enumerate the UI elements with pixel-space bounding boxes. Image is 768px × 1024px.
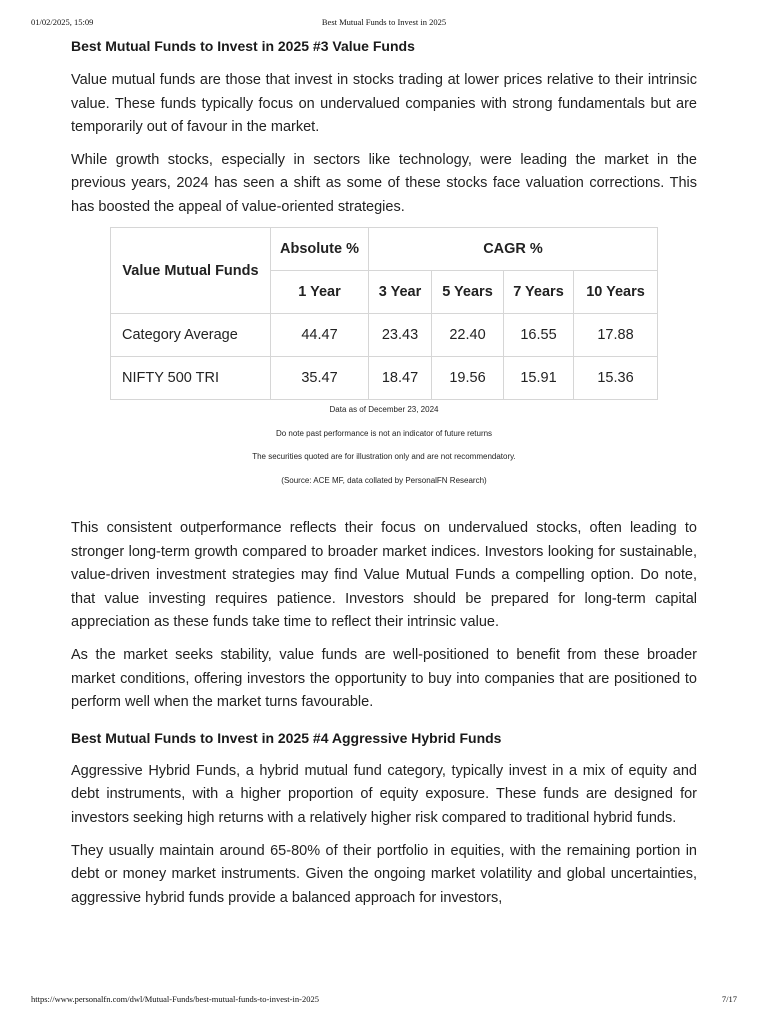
print-page-title: Best Mutual Funds to Invest in 2025 [321, 17, 447, 27]
print-footer [0, 994, 768, 1006]
table-cell: 19.56 [432, 357, 504, 400]
section-4-heading: Best Mutual Funds to Invest in 2025 #4 Aggressive Hybrid Funds [71, 729, 502, 746]
print-header [0, 17, 768, 29]
table-cell: 17.88 [574, 314, 658, 357]
section-4-paragraph-1: Aggressive Hybrid Funds, a hybrid mutual fund category, typically invest in a mix of equity and debt instruments, with a higher proportion of equity exposure. These funds are designed for investors seeking high returns with a relatively higher risk compared to traditional hybrid funds. [71, 762, 697, 826]
period-1-year: 1 Year [271, 271, 369, 314]
after-table-paragraph-2: As the market seeks stability, value funds are well-positioned to benefit from these broader market conditions, offering investors the opportunity to buy into companies that are positioned to perform well when the market turns favourable. [71, 646, 697, 711]
section-4-paragraph-2: They usually maintain around 65-80% of their portfolio in equities, with the remaining portion in debt or money market instruments. Given the ongoing market volatility and global uncertainties, aggressive hybrid funds provide a balanced approach for investors, [71, 842, 697, 906]
period-5-years: 5 Years [432, 271, 504, 314]
table-header-absolute: Absolute % [271, 228, 369, 271]
table-cell: 15.36 [574, 357, 658, 400]
table-header-fund: Value Mutual Funds [111, 228, 271, 314]
value-funds-table [110, 227, 658, 400]
row-name: NIFTY 500 TRI [111, 357, 271, 400]
note-illustration: The securities quoted are for illustration only and are not recommendatory. [252, 452, 516, 461]
table-row [111, 357, 658, 400]
note-past-performance: Do note past performance is not an indicator of future returns [275, 429, 493, 438]
row-name: Category Average [111, 314, 271, 357]
period-10-years: 10 Years [574, 271, 658, 314]
table-cell: 35.47 [271, 357, 369, 400]
table-cell: 16.55 [504, 314, 574, 357]
section-3-heading: Best Mutual Funds to Invest in 2025 #3 Value Funds [71, 38, 415, 54]
print-page-number: 7/17 [721, 994, 737, 1004]
period-3-year: 3 Year [369, 271, 432, 314]
note-data-as-of: Data as of December 23, 2024 [329, 405, 439, 414]
table-row [111, 314, 658, 357]
table-cell: 15.91 [504, 357, 574, 400]
section-3-paragraph-2: While growth stocks, especially in sectors like technology, were leading the market in the previous years, 2024 has seen a shift as some of these stocks face valuation corrections. This has boosted the appeal of value-oriented strategies. [71, 151, 697, 215]
article-content [71, 37, 697, 220]
table-cell: 22.40 [432, 314, 504, 357]
table-header-row [111, 228, 658, 271]
print-datetime: 01/02/2025, 15:09 [31, 17, 94, 27]
table-cell: 23.43 [369, 314, 432, 357]
section-3-paragraph-1: Value mutual funds are those that invest in stocks trading at lower prices relative to their intrinsic value. These funds typically focus on undervalued companies with strong fundamentals but are temporarily out of favour in the market. [71, 72, 697, 136]
after-table-paragraph-1: This consistent outperformance reflects their focus on undervalued stocks, often leading to stronger long-term growth compared to broader market indices. Investors looking for sustainable, value-driven investment strategies may find Value Mutual Funds a compelling option. Do note, that value investing requires patience. Investors should be prepared for long-term capital appreciation as these funds take time to reflect their intrinsic value. [71, 520, 697, 631]
table-cell: 44.47 [271, 314, 369, 357]
note-source: (Source: ACE MF, data collated by PersonalFN Research) [281, 476, 487, 485]
table-header-cagr: CAGR % [369, 228, 658, 271]
period-7-years: 7 Years [504, 271, 574, 314]
article-content-continued [71, 517, 697, 910]
table-cell: 18.47 [369, 357, 432, 400]
value-funds-table-wrapper [110, 227, 658, 400]
print-url: https://www.personalfn.com/dwl/Mutual-Funds/best-mutual-funds-to-invest-in-2025 [31, 994, 319, 1004]
